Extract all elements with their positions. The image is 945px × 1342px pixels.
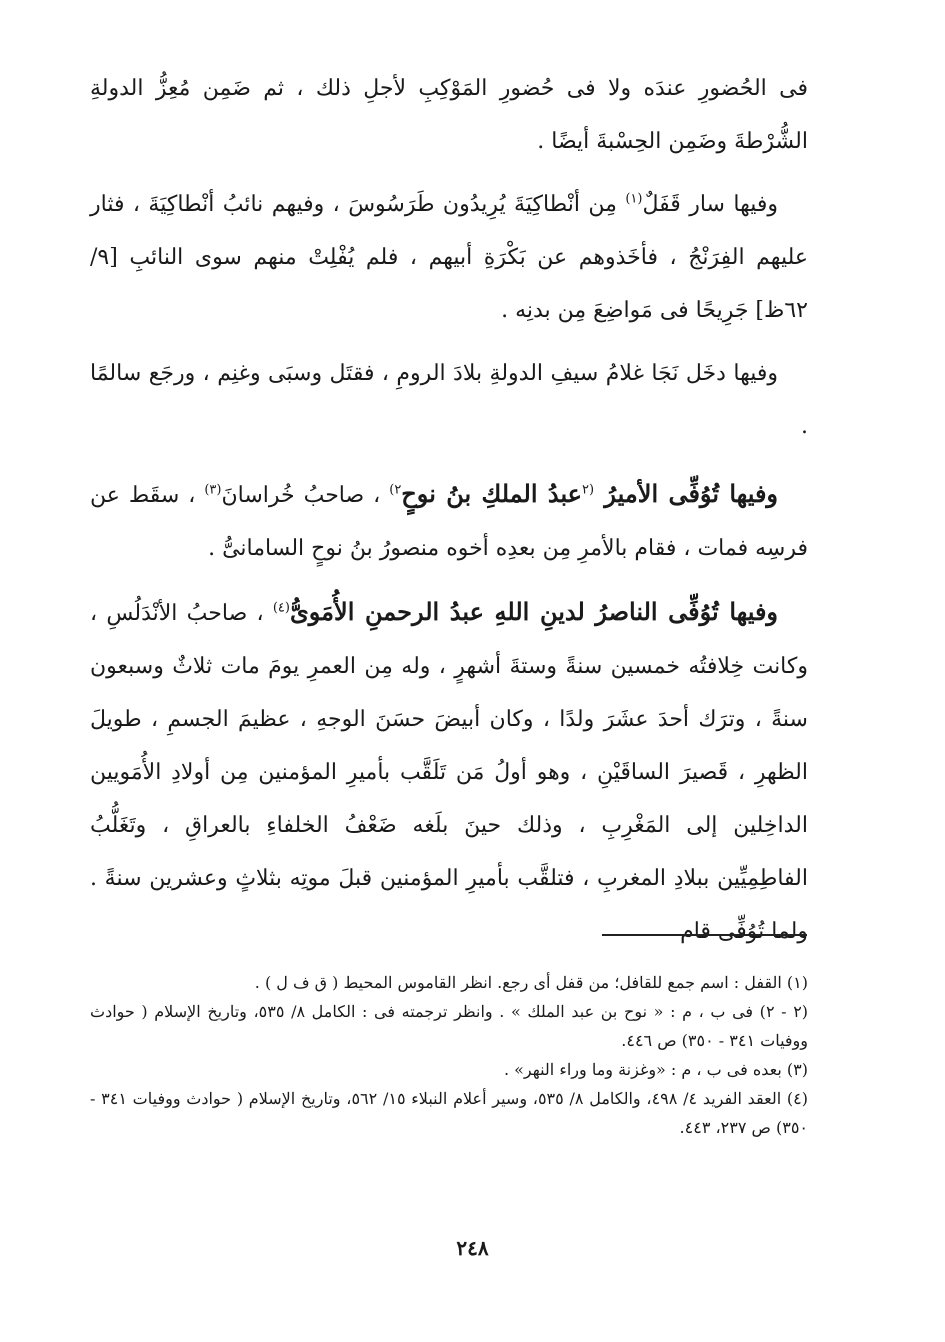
main-text: [90, 62, 808, 958]
paragraph-text: ، سقَط عن فرسِه فمات ، فقام بالأمرِ مِن بعدِه أخوه منصورُ بنُ نوحٍ السامانىُّ .: [90, 483, 808, 561]
person-name: عبدُ الملكِ بنُ نوحٍ: [401, 479, 583, 508]
footnote-ref: (٣): [204, 482, 222, 498]
footnote-1: (١) القفل : اسم جمع للقافل؛ من قفل أى رجع. انظر القاموس المحيط ( ق ف ل ) .: [254, 973, 808, 992]
paragraph-text: ، صاحبُ خُراسانَ: [221, 483, 390, 508]
paragraph-lead: وفيها تُوُفِّى الأميرُ: [594, 479, 779, 508]
footnote-ref: (٢: [582, 482, 595, 498]
footnote-divider: [602, 934, 807, 936]
paragraph-2: [90, 178, 808, 337]
paragraph-4: [90, 467, 808, 575]
paragraph-1: [90, 62, 808, 168]
paragraph-text: فى الحُضورِ عندَه ولا فى حُضورِ المَوْكِبِ لأجلِ ذلك ، ثم ضَمِن مُعِزُّ الدولةِ الشُّرْطةَ وضَمِن الحِسْبةَ أيضًا .: [90, 76, 808, 154]
paragraph-text: وفيها دخَل نَجَا غلامُ سيفِ الدولةِ بلادَ الرومِ ، فقتَل وسبَى وغنِم ، ورجَع سالمًا .: [90, 361, 808, 439]
paragraph-text: وفيها سار قَفَلٌ: [642, 192, 778, 217]
paragraph-lead: وفيها تُوُفِّى الناصرُ لدينِ اللهِ عبدُ الرحمنِ الأُمَوىُّ: [289, 597, 779, 626]
page-number: ٢٤٨: [456, 1236, 489, 1260]
footnote-2: (٢ - ٢) فى ب ، م : « نوح بن عبد الملك » . وانظر ترجمته فى : الكامل ٨/ ٥٣٥، وتاريخ الإسلام ( حوادث ووفيات ٣٤١ - ٣٥٠) ص ٤٤٦.: [90, 1002, 809, 1050]
footnotes: [90, 968, 808, 1142]
footnote-ref: ٢): [389, 482, 402, 498]
footnote-ref: (٤): [272, 600, 290, 616]
paragraph-text: ، صاحبُ الأنْدَلُسِ ، وكانت خِلافتُه خمسين سنةً وستةَ أشهرٍ ، وله مِن العمرِ يومَ مات ثلاثٌ وسبعون سنةً ، وترَك أحدَ عشَرَ ولدًا ، وكان أبيضَ حسَنَ الوجهِ ، عظيمَ الجسمِ ، طويلَ الظهرِ ، قَصيرَ الساقَيْنِ ، وهو أولُ مَن تَلَقَّب بأميرِ المؤمنين مِن أولادِ الأُمَويين الداخِلين إلى المَغْرِبِ ، وذلك حينَ بلَغه ضَعْفُ الخلفاءِ بالعراقِ ، وتَغَلُّبُ الفاطِمِيِّين ببلادِ المغربِ ، فتلقَّب بأميرِ المؤمنين قبلَ موتِه بثلاثٍ وعشرين سنةً . ولما تُوُفِّى قام: [90, 601, 808, 944]
footnote-4: (٤) العقد الفريد ٤/ ٤٩٨، والكامل ٨/ ٥٣٥، وسير أعلام النبلاء ١٥/ ٥٦٢، وتاريخ الإسلام ( حوادث ووفيات ٣٤١ - ٣٥٠) ص ٢٣٧، ٤٤٣.: [90, 1089, 809, 1137]
paragraph-text: مِن أنْطاكِيَةَ يُرِيدُون طَرَسُوسَ ، وفيهم نائبُ أنْطاكِيَةَ ، فثار عليهم الفِرَنْجُ ، فأخَذوهم عن بَكْرَةِ أبيهم ، فلم يُفْلِتْ منهم سوى النائبِ [٩/ ٦٢ظ] جَرِيحًا فى مَواضِعَ مِن بدنِه .: [90, 192, 808, 323]
footnote-ref: (١): [625, 191, 643, 207]
footnote-3: (٣) بعده فى ب ، م : «وغزنة وما وراء النهر» .: [503, 1060, 808, 1079]
paragraph-5: [90, 585, 808, 958]
paragraph-3: [90, 347, 808, 453]
